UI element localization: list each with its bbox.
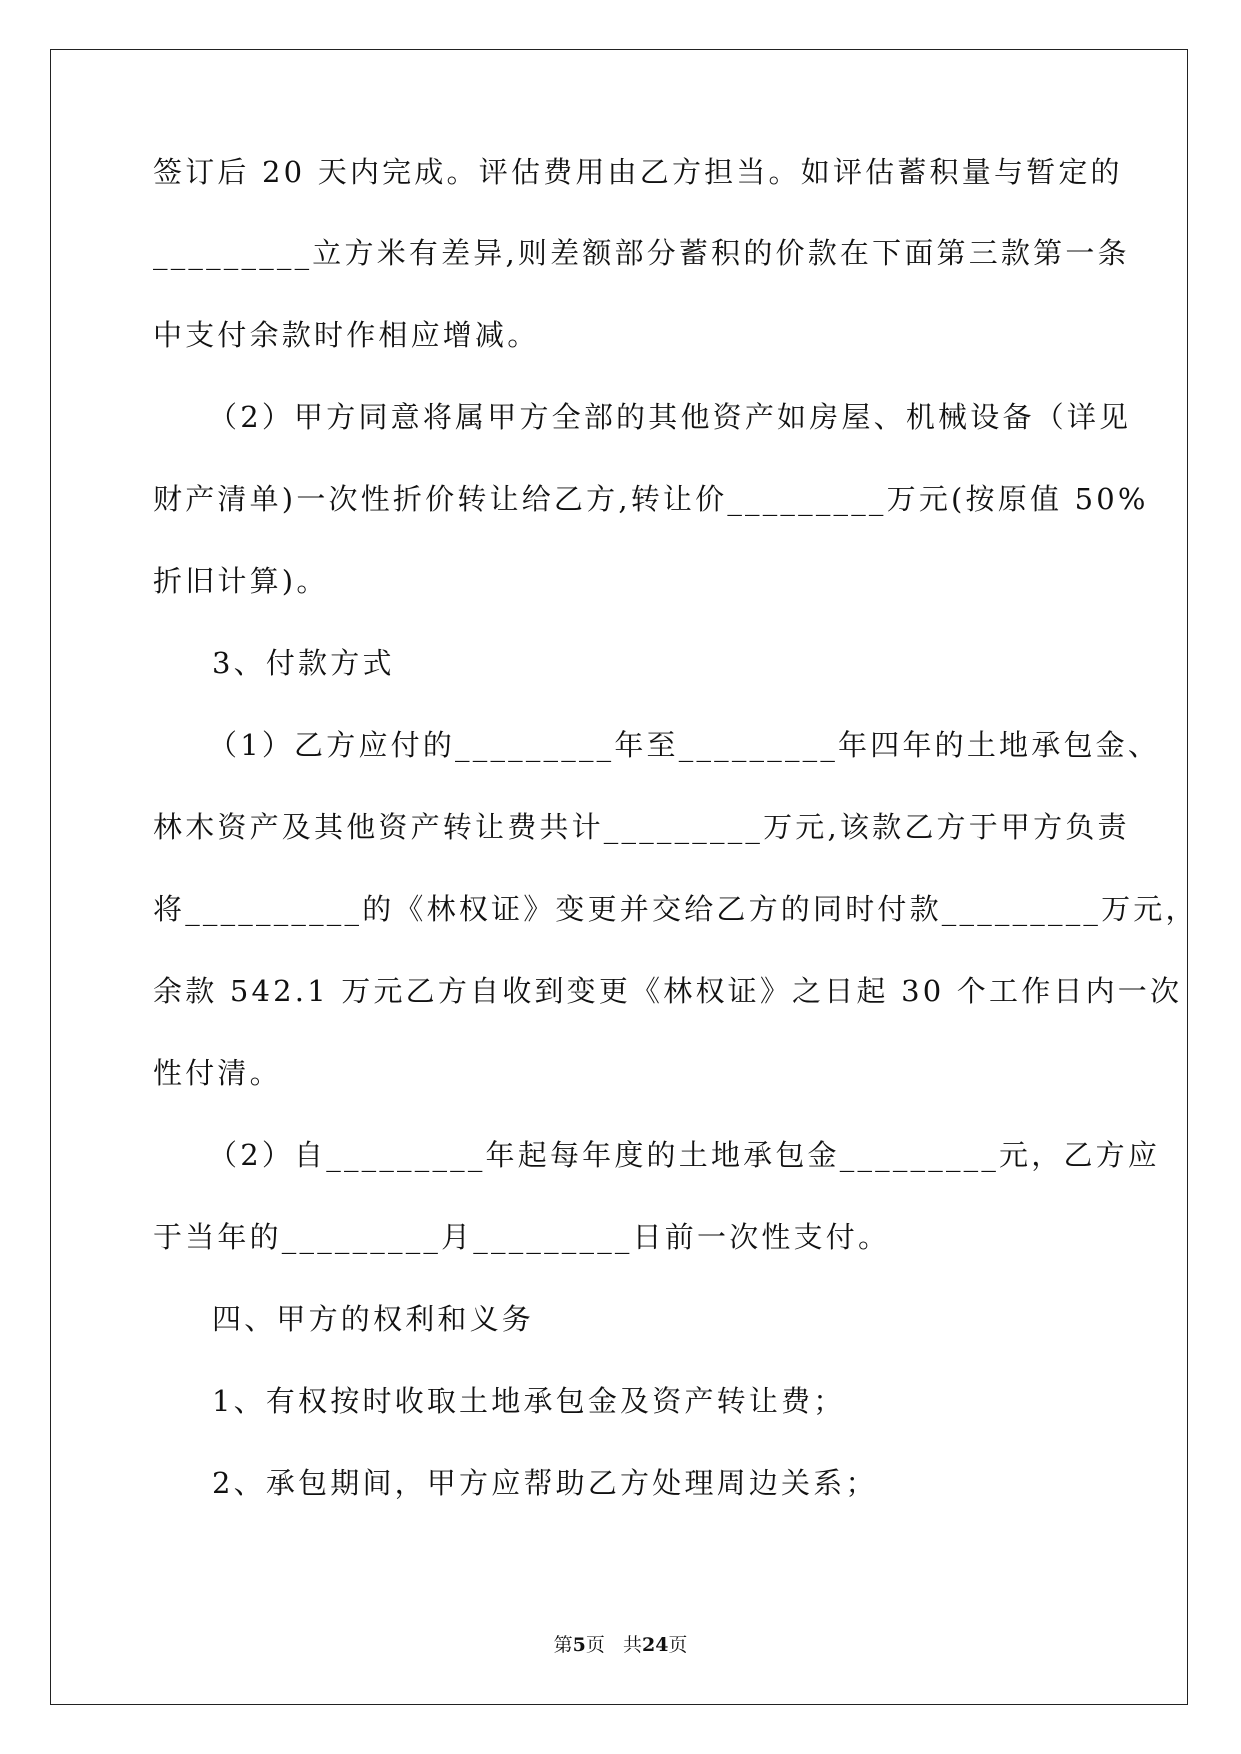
text-line: （2）甲方同意将属甲方全部的其他资产如房屋、机械设备（详见 bbox=[208, 400, 1132, 434]
text-line: （1）乙方应付的_________年至_________年四年的土地承包金、 bbox=[208, 728, 1161, 762]
text-line: 折旧计算)。 bbox=[153, 564, 329, 598]
page-number: 5 bbox=[572, 1634, 586, 1656]
text-line: （2）自_________年起每年度的土地承包金_________元，乙方应 bbox=[208, 1138, 1161, 1172]
text-line: 中支付余款时作相应增减。 bbox=[153, 318, 540, 352]
total-prefix: 共 bbox=[622, 1634, 642, 1656]
text-line: 将__________的《林权证》变更并交给乙方的同时付款_________万元， bbox=[153, 892, 1198, 926]
text-line: 于当年的_________月_________日前一次性支付。 bbox=[153, 1220, 891, 1254]
page-prefix: 第 bbox=[553, 1634, 573, 1656]
total-pages: 24 bbox=[641, 1634, 669, 1656]
text-line: 性付清。 bbox=[153, 1056, 282, 1090]
page-footer bbox=[0, 1633, 1241, 1657]
text-line: 1、有权按时收取土地承包金及资产转让费； bbox=[212, 1384, 846, 1418]
section-heading: 四、甲方的权利和义务 bbox=[212, 1302, 535, 1336]
total-suffix: 页 bbox=[668, 1634, 688, 1656]
section-heading: 3、付款方式 bbox=[212, 646, 395, 680]
text-line: 签订后 20 天内完成。评估费用由乙方担当。如评估蓄积量与暂定的 bbox=[153, 155, 1123, 189]
page-border bbox=[50, 49, 1198, 1705]
page-suffix: 页 bbox=[585, 1634, 605, 1656]
text-line: _________立方米有差异,则差额部分蓄积的价款在下面第三款第一条 bbox=[153, 236, 1130, 270]
text-line: 2、承包期间，甲方应帮助乙方处理周边关系； bbox=[212, 1466, 878, 1500]
text-line: 林木资产及其他资产转让费共计_________万元,该款乙方于甲方负责 bbox=[153, 810, 1130, 844]
text-line: 余款 542.1 万元乙方自收到变更《林权证》之日起 30 个工作日内一次 bbox=[153, 974, 1183, 1008]
text-line: 财产清单)一次性折价转让给乙方,转让价_________万元(按原值 50% bbox=[153, 482, 1149, 516]
